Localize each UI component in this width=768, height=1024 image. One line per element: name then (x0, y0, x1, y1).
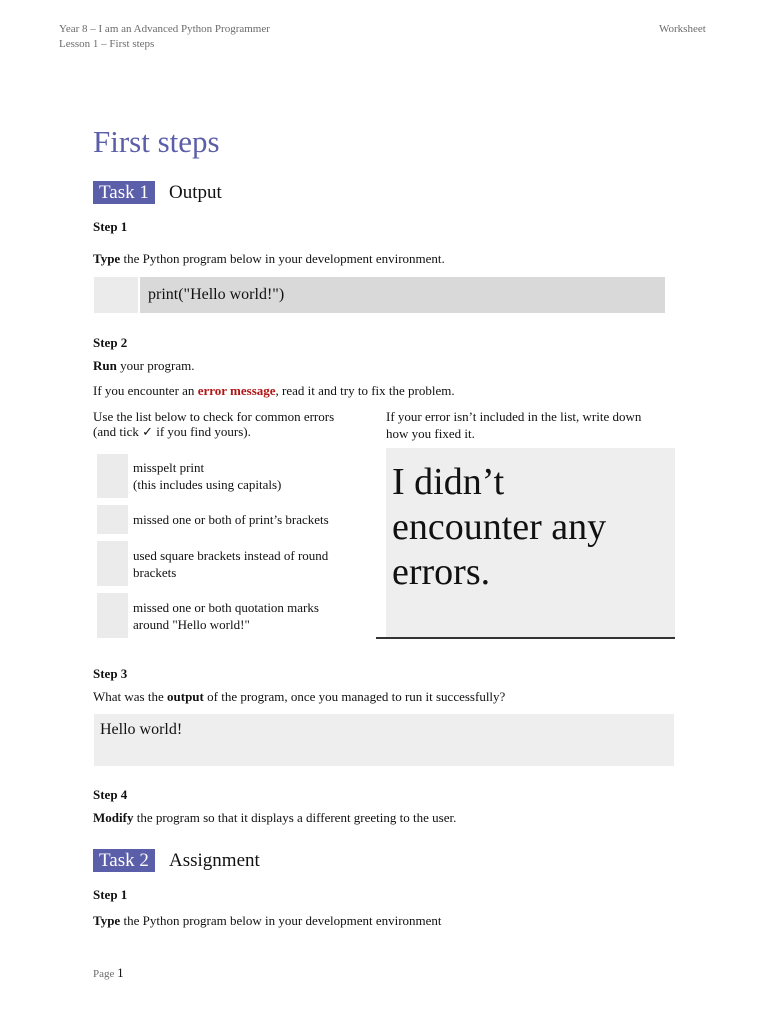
header-lesson: Lesson 1 – First steps (59, 38, 155, 50)
checklist-item-4-line1: missed one or both quotation marks (133, 600, 319, 615)
checklist-item-4-line2: around "Hello world!" (133, 617, 250, 632)
checkbox-square-brackets[interactable] (97, 541, 128, 586)
checklist-item-2-line1: missed one or both of print’s brackets (133, 512, 329, 527)
task1-step1-label: Step 1 (93, 219, 128, 234)
task2-badge: Task 2 (93, 849, 155, 872)
task1-badge: Task 1 (93, 181, 155, 204)
checklist-item-3-line2: brackets (133, 565, 177, 580)
step4-text: the program so that it displays a different greeting to the user. (133, 810, 457, 825)
task2-step1-text: the Python program below in your development environment (120, 913, 442, 928)
page-number (93, 965, 124, 981)
checklist-item-2 (133, 511, 329, 528)
checklist-item-4 (133, 599, 319, 633)
task2-step1-label: Step 1 (93, 887, 128, 902)
run-text: your program. (116, 358, 195, 373)
answer-underline (376, 637, 675, 639)
task1-step1-text: the Python program below in your development environment. (120, 251, 445, 266)
checkbox-quotation-marks[interactable] (97, 593, 128, 638)
task1-step2-run (93, 358, 194, 374)
left-instruction-2: (and tick ✓ if you find yours). (93, 424, 251, 439)
answer-line-1: I didn’t (392, 461, 505, 503)
code-text: print("Hello world!") (148, 286, 285, 303)
page-label: Page (93, 968, 118, 980)
task1-title: Output (169, 182, 222, 203)
header-course: Year 8 – I am an Advanced Python Programmer (59, 23, 270, 35)
task1-step1-verb: Type (93, 251, 121, 266)
task1-step3-label: Step 3 (93, 666, 128, 681)
task1-step4-instruction (93, 810, 456, 826)
task1-step4-label: Step 4 (93, 787, 128, 802)
checklist-item-1-line1: misspelt print (133, 460, 205, 475)
err-pre: If you encounter an (93, 383, 198, 398)
checkbox-missed-brackets[interactable] (97, 505, 128, 534)
page-title: First steps (93, 124, 220, 159)
step3-post: of the program, once you managed to run it successfully? (203, 689, 506, 704)
checkbox-misspelt-print[interactable] (97, 454, 128, 498)
header-doc-type: Worksheet (659, 23, 706, 35)
checklist-item-3 (133, 547, 328, 581)
error-fix-answer-text (392, 460, 606, 595)
run-verb: Run (93, 358, 117, 373)
page-number-value: 1 (117, 965, 124, 980)
answer-line-2: encounter any (392, 506, 607, 548)
checklist-item-3-line1: used square brackets instead of round (133, 548, 329, 563)
output-answer-text: Hello world! (100, 721, 183, 738)
task2-title: Assignment (169, 850, 260, 871)
task1-step3-question (93, 689, 505, 705)
answer-line-3: errors. (392, 551, 491, 593)
task1-step1-instruction (93, 251, 445, 267)
step3-bold: output (167, 689, 204, 704)
task2-step1-instruction (93, 913, 442, 929)
err-post: , read it and try to fix the problem. (275, 383, 455, 398)
code-gutter (94, 277, 140, 313)
err-highlight: error message (197, 383, 276, 398)
step4-verb: Modify (93, 810, 134, 825)
checklist-item-1-line2: (this includes using capitals) (133, 477, 282, 492)
step3-pre: What was the (93, 689, 168, 704)
right-instruction-1: If your error isn’t included in the list, write down (386, 409, 642, 424)
task1-step2-error-instruction (93, 383, 455, 399)
task1-step2-label: Step 2 (93, 335, 128, 350)
checklist-item-1 (133, 459, 281, 493)
task2-step1-verb: Type (93, 913, 121, 928)
right-instruction-2: how you fixed it. (386, 426, 475, 441)
left-instruction-1: Use the list below to check for common errors (93, 409, 335, 424)
